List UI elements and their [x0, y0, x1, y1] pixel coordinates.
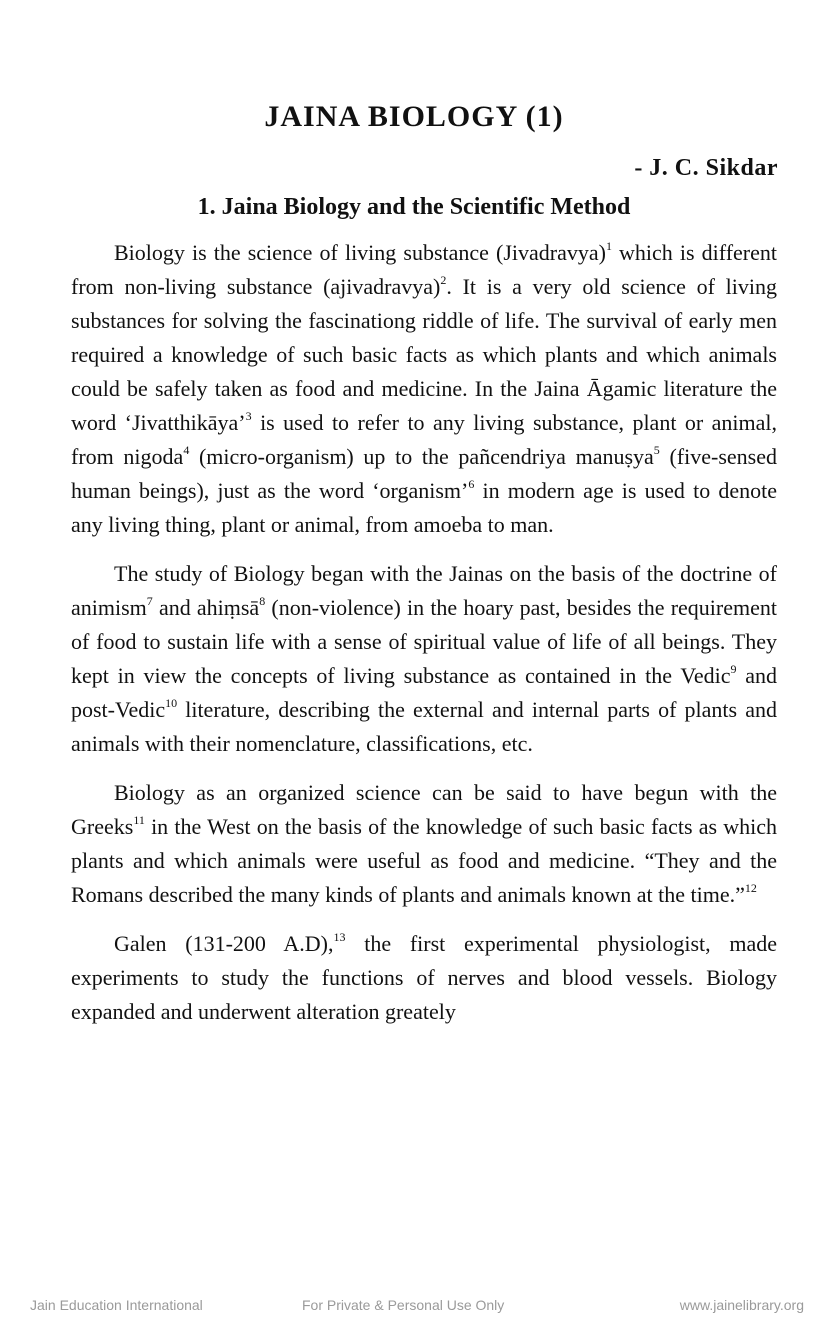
footnote-marker: 11 [133, 813, 145, 827]
paragraph-1 [71, 236, 777, 542]
footnote-marker: 10 [165, 696, 178, 710]
body-text [71, 236, 777, 1044]
footnote-marker: 13 [333, 930, 346, 944]
text-run: and post-Vedic [71, 663, 777, 722]
text-run: literature, describing the external and internal parts of plants and animals with their nomenclature, classifications, etc. [71, 697, 777, 756]
footer-right[interactable]: www.jainelibrary.org [679, 1297, 804, 1313]
footnote-marker: 7 [146, 594, 153, 608]
footnote-marker: 1 [605, 239, 612, 253]
footnote-marker: 4 [183, 443, 190, 457]
text-run: in modern age is used to denote any living thing, plant or animal, from amoeba to man. [71, 478, 777, 537]
page-title: JAINA BIOLOGY (1) [264, 100, 564, 133]
footnote-marker: 8 [259, 594, 266, 608]
paragraph-4 [71, 927, 777, 1029]
author-byline: - J. C. Sikdar [634, 155, 778, 181]
text-run: Galen (131-200 A.D), [114, 931, 334, 956]
text-run: (non-violence) in the hoary past, besides the requirement of food to sustain life with a sense of spiritual value of life of all beings. They kept in view the concepts of living substance as contained in the Vedic [71, 595, 777, 688]
paragraph-3 [71, 776, 777, 912]
text-run: Biology is the science of living substance (Jivadravya) [114, 240, 606, 265]
text-run: Biology as an organized science can be said to have begun with the Greeks [71, 780, 777, 839]
page-footer [0, 1297, 828, 1317]
text-run: . It is a very old science of living substances for solving the fascinationg riddle of life. The survival of early men required a knowledge of such basic facts as which plants and which animals could be safely taken as food and medicine. In the Jaina Āgamic literature the word ‘Jivatthikāya’ [71, 274, 778, 435]
text-run: (five-sensed human beings), just as the word ‘organism’ [71, 444, 777, 503]
footnote-marker: 9 [730, 662, 737, 676]
paragraph-2 [71, 557, 777, 761]
footer-left: Jain Education International [30, 1297, 203, 1313]
section-heading: 1. Jaina Biology and the Scientific Method [197, 194, 631, 220]
text-run: the first experimental physiologist, made experiments to study the functions of nerves and blood vessels. Biology expanded and underwent alteration greately [71, 931, 777, 1024]
footnote-marker: 3 [245, 409, 252, 423]
text-run: which is different from non-living substance (ajivadravya) [71, 240, 777, 299]
text-run: is used to refer to any living substance, plant or animal, from nigoda [71, 410, 778, 469]
footnote-marker: 6 [468, 477, 475, 491]
text-run: The study of Biology began with the Jainas on the basis of the doctrine of animism [71, 561, 777, 620]
footnote-marker: 2 [440, 273, 447, 287]
footer-middle: For Private & Personal Use Only [302, 1297, 505, 1313]
text-run: in the West on the basis of the knowledge of such basic facts as which plants and which animals were useful as food and medicine. “They and the Romans described the many kinds of plants and animals known at the time.” [71, 814, 777, 907]
footnote-marker: 5 [653, 443, 660, 457]
footnote-marker: 12 [744, 881, 757, 895]
text-run: (micro-organism) up to the pañcendriya manuṣya [189, 444, 654, 469]
text-run: and ahiṃsā [152, 595, 260, 620]
